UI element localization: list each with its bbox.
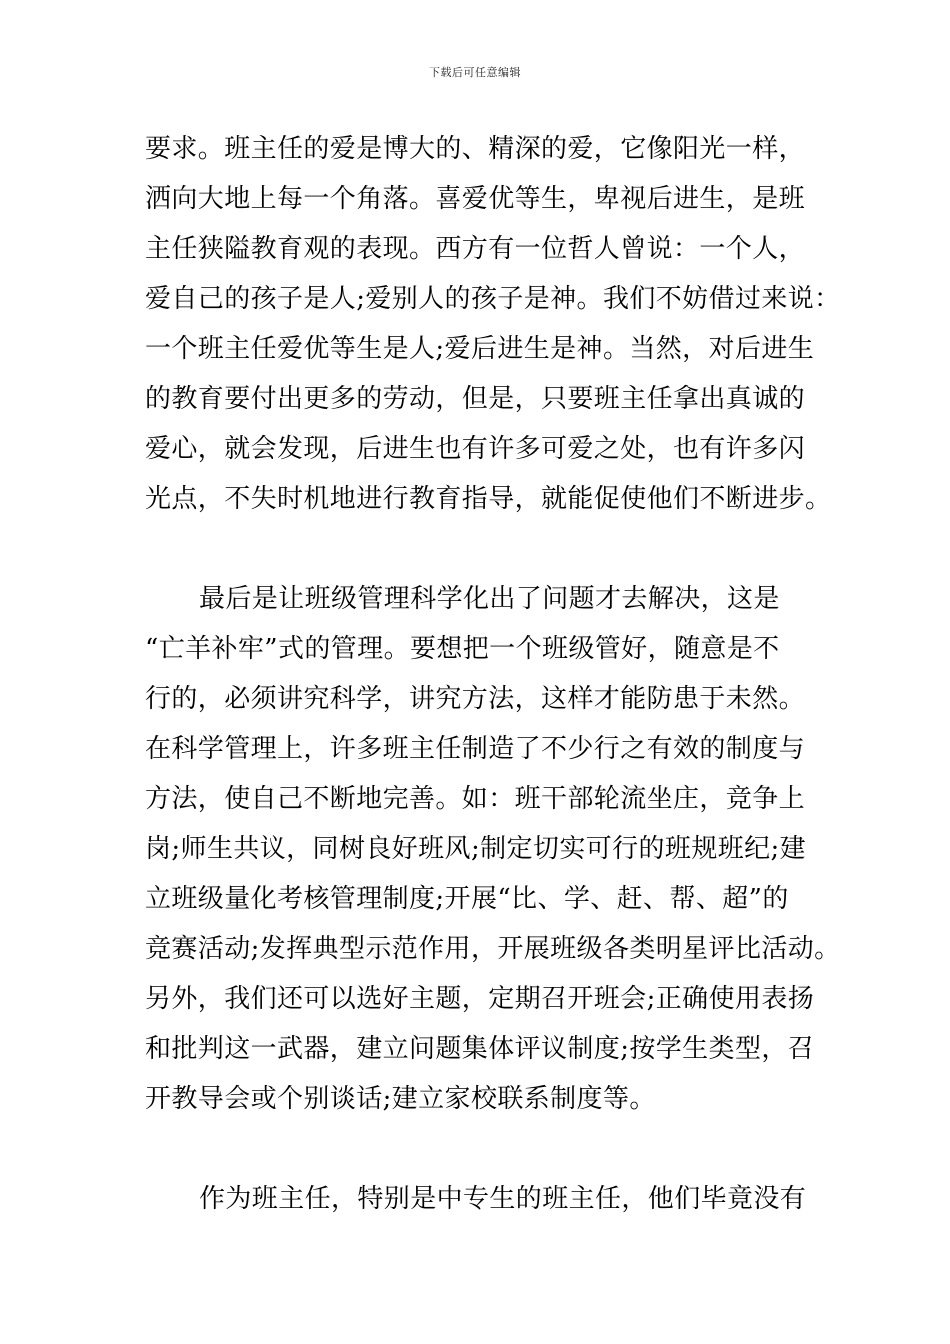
paragraph-3: [145, 1174, 825, 1224]
page-header: 下载后可任意编辑: [429, 66, 521, 79]
paragraph-line: 作为班主任，特别是中专生的班主任，他们毕竟没有: [199, 1184, 807, 1214]
paragraph-line: 方法，使自己不断地完善。如：班干部轮流坐庄，竞争上: [145, 784, 806, 814]
paragraph-line: 一个班主任爱优等生是人;爱后进生是神。当然，对后进生: [145, 334, 815, 364]
paragraph-line: 要求。班主任的爱是博大的、精深的爱，它像阳光一样，: [145, 134, 806, 164]
paragraph-line: 主任狭隘教育观的表现。西方有一位哲人曾说：一个人，: [145, 234, 806, 264]
paragraph-spacer: [145, 1124, 825, 1174]
paragraph-line: 光点，不失时机地进行教育指导，就能促使他们不断进步。: [145, 484, 832, 514]
paragraph-line: 最后是让班级管理科学化出了问题才去解决，这是: [199, 584, 780, 614]
document-body: [145, 124, 841, 1224]
paragraph-line: 竞赛活动;发挥典型示范作用，开展班级各类明星评比活动。: [145, 934, 841, 964]
paragraph-2: [145, 574, 841, 1124]
paragraph-line: 另外，我们还可以选好主题，定期召开班会;正确使用表扬: [145, 984, 815, 1014]
paragraph-line: 爱心，就会发现，后进生也有许多可爱之处，也有许多闪: [145, 434, 806, 464]
paragraph-line: 和批判这一武器，建立问题集体评议制度;按学生类型，召: [145, 1034, 815, 1064]
paragraph-line: 岗;师生共议，同树良好班风;制定切实可行的班规班纪;建: [145, 834, 807, 864]
paragraph-line: 立班级量化考核管理制度;开展“比、学、赶、帮、超”的: [145, 884, 789, 914]
paragraph-line: 行的，必须讲究科学，讲究方法，这样才能防患于未然。: [145, 684, 806, 714]
paragraph-1: [145, 124, 841, 524]
paragraph-spacer: [145, 524, 825, 574]
paragraph-line: 的教育要付出更多的劳动，但是，只要班主任拿出真诚的: [145, 384, 806, 414]
paragraph-line: 洒向大地上每一个角落。喜爱优等生，卑视后进生，是班: [145, 184, 806, 214]
paragraph-line: 开教导会或个别谈话;建立家校联系制度等。: [145, 1084, 656, 1114]
paragraph-line: 爱自己的孩子是人;爱别人的孩子是神。我们不妨借过来说：: [145, 284, 841, 314]
paragraph-line: “亡羊补牢”式的管理。要想把一个班级管好，随意是不: [145, 634, 780, 664]
paragraph-line: 在科学管理上，许多班主任制造了不少行之有效的制度与: [145, 734, 806, 764]
